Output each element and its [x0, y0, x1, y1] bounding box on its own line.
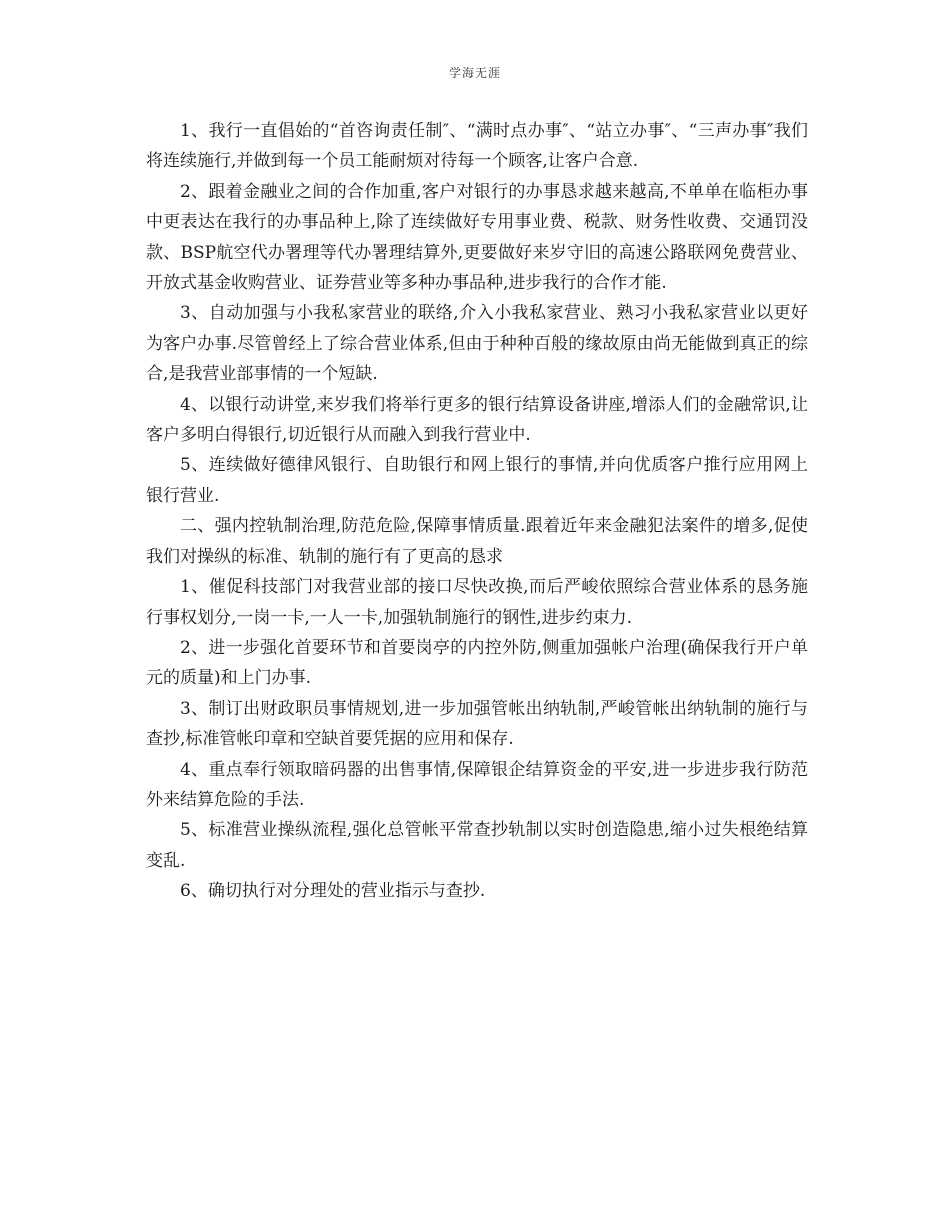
page-header: 学海无涯 — [448, 66, 501, 80]
paragraph: 2、进一步强化首要环节和首要岗亭的内控外防,侧重加强帐户治理(确保我行开户单元的质量)和上门办事. — [146, 637, 808, 689]
document-body — [146, 116, 808, 907]
paragraph: 3、制订出财政职员事情规划,进一步加强管帐出纳轨制,严峻管帐出纳轨制的施行与查抄,标准管帐印章和空缺首要凭据的应用和保存. — [146, 698, 808, 750]
paragraph: 2、跟着金融业之间的合作加重,客户对银行的办事恳求越来越高,不单单在临柜办事中更表达在我行的办事品种上,除了连续做好专用事业费、税款、财务性收费、交通罚没款、BSP航空代办署理等代办署理结算外,更要做好来岁守旧的高速公路联网免费营业、开放式基金收购营业、证券营业等多种办事品种,进步我行的合作才能. — [146, 181, 808, 294]
paragraph: 3、自动加强与小我私家营业的联络,介入小我私家营业、熟习小我私家营业以更好为客户办事.尽管曾经上了综合营业体系,但由于种种百般的缘故原由尚无能做到真正的综合,是我营业部事情的一个短缺. — [146, 303, 808, 385]
section-heading-paragraph: 二、强内控轨制治理,防范危险,保障事情质量.跟着近年来金融犯法案件的增多,促使我们对操纵的标准、轨制的施行有了更高的恳求 — [146, 516, 808, 567]
paragraph: 5、连续做好德律风银行、自助银行和网上银行的事情,并向优质客户推行应用网上银行营业. — [146, 455, 808, 506]
paragraph: 5、标准营业操纵流程,强化总管帐平常查抄轨制以实时创造隐患,缩小过失根绝结算变乱. — [146, 820, 808, 871]
paragraph: 6、确切执行对分理处的营业指示与查抄. — [180, 881, 486, 902]
paragraph: 1、我行一直倡始的“首咨询责任制″、“满时点办事″、“站立办事″、“三声办事″我们将连续施行,并做到每一个员工能耐烦对待每一个顾客,让客户合意. — [146, 121, 808, 172]
paragraph: 4、重点奉行领取暗码器的出售事情,保障银企结算资金的平安,进一步进步我行防范外来结算危险的手法. — [146, 759, 808, 810]
paragraph: 4、以银行动讲堂,来岁我们将举行更多的银行结算设备讲座,增添人们的金融常识,让客户多明白得银行,切近银行从而融入到我行营业中. — [146, 394, 808, 446]
paragraph: 1、催促科技部门对我营业部的接口尽快改换,而后严峻依照综合营业体系的恳务施行事权划分,一岗一卡,一人一卡,加强轨制施行的钢性,进步约束力. — [146, 577, 808, 628]
